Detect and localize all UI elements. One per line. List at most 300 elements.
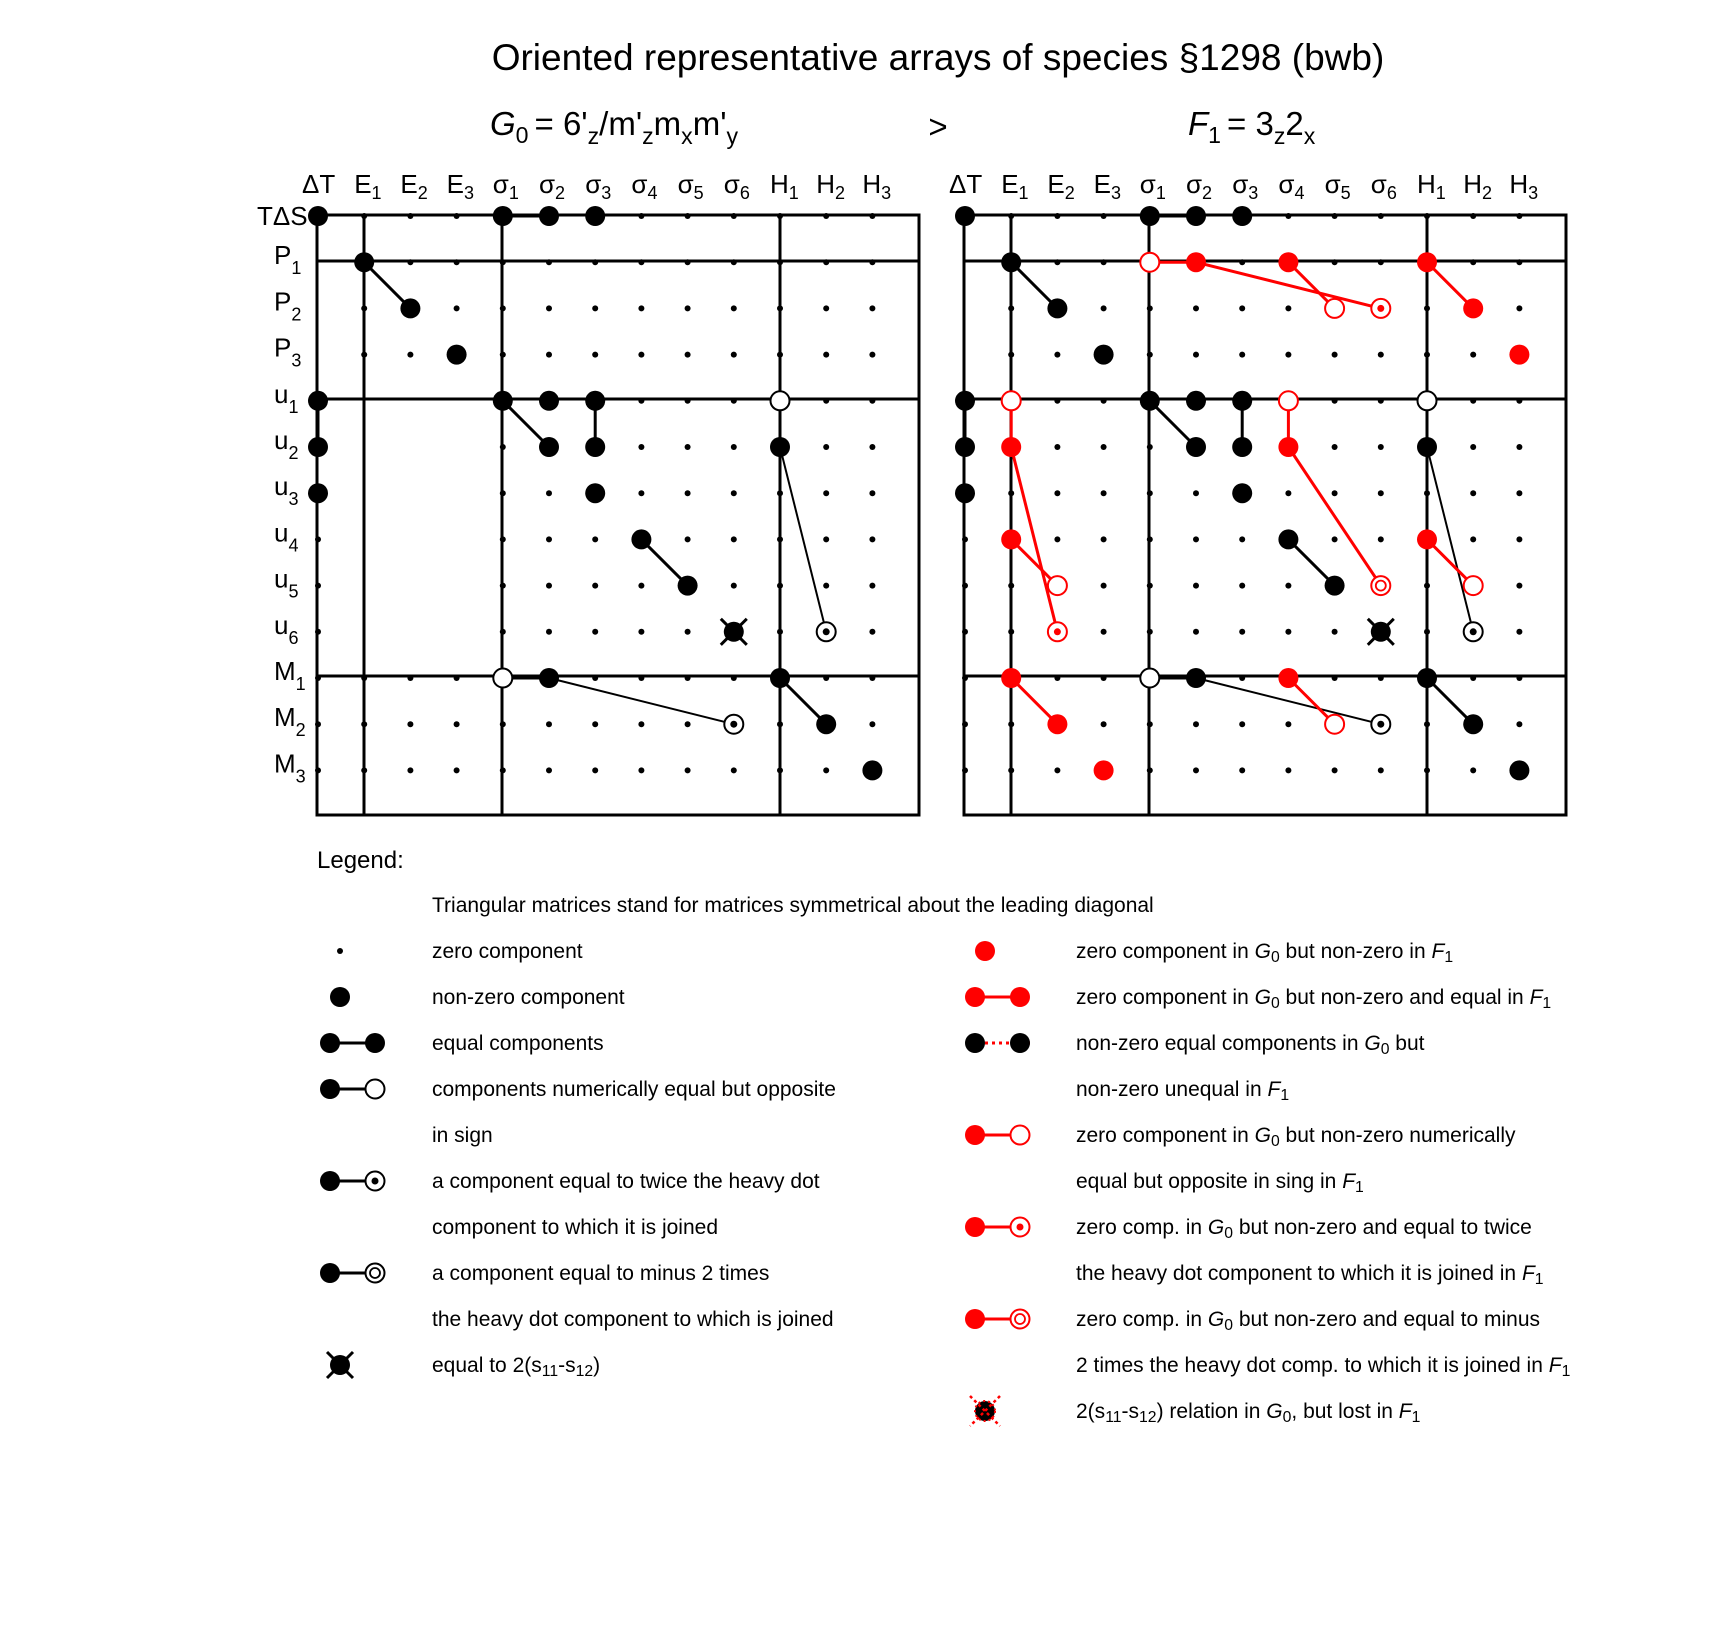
zero-component-dot (454, 259, 460, 265)
column-header-subscript: 3 (601, 183, 612, 204)
text-run: zero component in (1076, 986, 1255, 1009)
text-run: non-zero equal components in (1076, 1032, 1365, 1055)
zero-component-dot (685, 536, 691, 542)
zero-component-dot (361, 352, 367, 358)
zero-component-dot (361, 213, 367, 219)
text-run: but non-zero and equal to twice (1233, 1216, 1532, 1239)
column-header-subscript: 3 (463, 183, 474, 204)
zero-component-dot (592, 767, 598, 773)
nonzero-component-dot (1001, 668, 1021, 688)
zero-component-dot (823, 490, 829, 496)
zero-component-dot (546, 629, 552, 635)
nonzero-component-dot (493, 206, 513, 226)
column-header-base: σ (631, 169, 648, 199)
zero-component-dot (1008, 629, 1014, 635)
text-run: 2 times the heavy dot comp. to which it is joined in (1076, 1354, 1549, 1377)
text-run: but non-zero in (1279, 940, 1432, 963)
zero-component-dot (638, 629, 644, 635)
zero-component-dot (1054, 675, 1060, 681)
zero-component-dot (315, 767, 321, 773)
zero-component-dot (685, 721, 691, 727)
zero-component-dot (500, 536, 506, 542)
text-run: G (1364, 1032, 1381, 1055)
svg-text:components numerically equal b (432, 1078, 836, 1101)
zero-component-dot (869, 675, 875, 681)
column-header-subscript: 2 (1202, 183, 1213, 204)
nonzero-component-dot (955, 437, 975, 457)
column-header-subscript: 2 (1481, 183, 1492, 204)
column-header-base: E (1001, 169, 1019, 199)
svg-text:component to which it is joine (432, 1216, 718, 1239)
svg-text:zero component in G0 but non-z (1076, 1124, 1516, 1150)
legend-item-lost-cross (970, 1396, 1420, 1426)
nonzero-component-dot (1325, 576, 1345, 596)
column-header-subscript: 5 (693, 183, 704, 204)
group-text: 2 (1285, 105, 1304, 142)
svg-text:zero comp. in G0 but non-zero (1076, 1308, 1540, 1334)
group-text: m' (692, 105, 727, 142)
zero-component-dot (1101, 583, 1107, 589)
cross-marked-dot (1368, 619, 1394, 645)
legend-item-pair-equal (320, 1032, 604, 1055)
zero-component-dot (1378, 352, 1384, 358)
zero-component-dot (731, 259, 737, 265)
zero-component-dot (1285, 490, 1291, 496)
nonzero-component-dot (585, 437, 605, 457)
nonzero-component-dot (493, 391, 513, 411)
text-run: a component equal to twice the heavy dot (432, 1170, 820, 1193)
column-header (539, 169, 565, 203)
zero-component-dot (1332, 444, 1338, 450)
zero-component-dot (962, 583, 968, 589)
text-run: G (1254, 986, 1271, 1009)
zero-component-dot (638, 398, 644, 404)
cross-marked-dot (721, 619, 747, 645)
row-label (274, 748, 306, 786)
subgroup-array (949, 169, 1566, 815)
nonzero-component-dot (1232, 437, 1252, 457)
twice-component-circle (1048, 622, 1067, 641)
zero-component-dot (1378, 444, 1384, 450)
zero-component-dot (1516, 398, 1522, 404)
zero-component-dot (1285, 629, 1291, 635)
zero-component-dot (1147, 305, 1153, 311)
zero-component-dot (1285, 721, 1291, 727)
svg-text:non-zero component (432, 986, 625, 1009)
column-header-base: σ (492, 169, 509, 199)
zero-component-dot (1424, 767, 1430, 773)
row-label (274, 517, 298, 555)
row-label (274, 564, 298, 602)
text-run: but non-zero and equal to minus (1233, 1308, 1541, 1331)
text-run: F (1548, 1354, 1562, 1377)
column-header (770, 169, 799, 203)
twice-component-circle (1371, 299, 1390, 318)
svg-text:zero comp. in G0 but non-zero (1076, 1216, 1532, 1242)
nonzero-component-dot (770, 668, 790, 688)
zero-component-dot (315, 629, 321, 635)
row-label-base: u (274, 609, 289, 640)
opposite-sign-circle (1418, 391, 1437, 410)
legend-symbol-lost-cross (970, 1396, 1000, 1426)
column-header-base: σ (585, 169, 602, 199)
zero-component-dot (315, 675, 321, 681)
nonzero-component-dot (1186, 391, 1206, 411)
zero-component-dot (1008, 305, 1014, 311)
nonzero-component-dot (631, 529, 651, 549)
zero-component-dot (500, 583, 506, 589)
zero-component-dot (592, 583, 598, 589)
legend-symbol-pair-minus2 (320, 1263, 385, 1283)
zero-component-dot (1516, 629, 1522, 635)
zero-component-dot (454, 767, 460, 773)
zero-component-dot (315, 536, 321, 542)
legend-item-pair-open (320, 1078, 836, 1147)
nonzero-component-dot (1509, 760, 1529, 780)
zero-component-dot (1239, 259, 1245, 265)
row-label-base: M (274, 748, 296, 779)
row-label-subscript: 4 (288, 535, 299, 556)
legend-item-cross (327, 1352, 600, 1380)
zero-component-dot (546, 490, 552, 496)
nonzero-component-dot (770, 437, 790, 457)
subgroup-label (1188, 105, 1316, 149)
zero-component-dot (1193, 352, 1199, 358)
zero-component-dot (1239, 629, 1245, 635)
column-header-subscript: 2 (417, 183, 428, 204)
legend-item-red-pair-equal (965, 986, 1551, 1012)
zero-component-dot (1285, 305, 1291, 311)
zero-component-dot (1008, 767, 1014, 773)
zero-component-dot (869, 721, 875, 727)
opposite-sign-circle (1048, 576, 1067, 595)
zero-component-dot (962, 721, 968, 727)
zero-component-dot (1424, 305, 1430, 311)
text-run: F (1431, 940, 1445, 963)
zero-component-dot (1101, 213, 1107, 219)
nonzero-component-dot (320, 1263, 340, 1283)
group-subscript: z (1273, 123, 1286, 150)
zero-component-dot (1470, 213, 1476, 219)
svg-text:zero component (432, 940, 583, 963)
nonzero-component-dot (1278, 252, 1298, 272)
zero-component-dot (361, 675, 367, 681)
column-header (493, 169, 519, 203)
column-header (1094, 169, 1121, 203)
zero-component-dot (685, 398, 691, 404)
zero-component-dot (1424, 213, 1430, 219)
row-label (274, 471, 298, 509)
nonzero-component-dot (965, 1125, 985, 1145)
row-label-base: P (274, 240, 292, 271)
row-label (274, 610, 298, 648)
text-run: a component equal to minus 2 times (432, 1262, 770, 1285)
twice-component-circle (724, 715, 743, 734)
column-header-base: σ (1370, 169, 1387, 199)
group-subscript: x (681, 123, 693, 150)
svg-text:2 times the heavy dot comp. to (1076, 1354, 1570, 1380)
zero-component-dot (638, 305, 644, 311)
zero-component-dot (1147, 629, 1153, 635)
nonzero-component-dot (539, 668, 559, 688)
nonzero-component-dot (539, 391, 559, 411)
zero-component-dot (1332, 490, 1338, 496)
row-label-subscript: 3 (295, 766, 306, 787)
legend-item-dotted-pair (965, 1032, 1425, 1104)
zero-component-dot (454, 675, 460, 681)
svg-text:equal components (432, 1032, 604, 1055)
zero-component-dot (1332, 629, 1338, 635)
text-run: , but lost in (1291, 1400, 1399, 1423)
zero-component-dot (592, 536, 598, 542)
zero-component-dot (1147, 352, 1153, 358)
zero-component-dot (869, 536, 875, 542)
nonzero-component-dot (400, 298, 420, 318)
zero-component-dot (638, 352, 644, 358)
text-run: the heavy dot component to which is joined (432, 1308, 834, 1331)
zero-component-dot (1239, 675, 1245, 681)
zero-component-dot (731, 767, 737, 773)
text-run: G (1266, 1400, 1283, 1423)
text-run: non-zero unequal in (1076, 1078, 1268, 1101)
text-run: F (1529, 986, 1543, 1009)
column-header-base: ΔT (302, 169, 336, 199)
zero-component-dot (546, 721, 552, 727)
zero-component-dot (546, 536, 552, 542)
subscript: 12 (575, 1363, 594, 1381)
svg-text:zero component in G0 but non-z (1076, 986, 1551, 1012)
minus-two-component-circle (1011, 1310, 1030, 1329)
zero-component-dot (1101, 629, 1107, 635)
zero-component-dot (1516, 305, 1522, 311)
row-label-subscript: 1 (291, 258, 302, 279)
zero-component-dot (500, 352, 506, 358)
column-header-subscript: 4 (1294, 183, 1305, 204)
opposite-sign-circle (493, 669, 512, 688)
group-subscript: x (1303, 123, 1316, 150)
column-header-base: H (1417, 169, 1436, 199)
column-header (585, 169, 611, 203)
legend-symbol-red-dot (975, 941, 995, 961)
zero-component-dot (777, 213, 783, 219)
column-header-subscript: 4 (647, 183, 658, 204)
column-header (816, 169, 845, 203)
zero-component-dot (777, 583, 783, 589)
zero-component-dot (685, 767, 691, 773)
nonzero-component-dot (1278, 668, 1298, 688)
zero-component-dot (546, 583, 552, 589)
zero-component-dot (1424, 721, 1430, 727)
zero-component-dot (1239, 305, 1245, 311)
nonzero-component-dot (955, 206, 975, 226)
svg-text:zero component in G0 but non-z (1076, 940, 1453, 966)
group-text: m (653, 105, 682, 142)
row-label (274, 240, 301, 278)
zero-component-dot (823, 444, 829, 450)
nonzero-component-dot (1001, 529, 1021, 549)
zero-component-dot (777, 305, 783, 311)
zero-component-dot (1285, 352, 1291, 358)
opposite-sign-circle (1325, 299, 1344, 318)
zero-component-dot (407, 352, 413, 358)
column-header (400, 169, 427, 203)
row-label-subscript: 2 (291, 304, 302, 325)
zero-component-dot (1332, 259, 1338, 265)
legend-symbol-red-pair-minus2 (965, 1309, 1030, 1329)
legend-symbol-dot (330, 987, 350, 1007)
zero-component-dot (500, 490, 506, 496)
zero-component-dot (869, 444, 875, 450)
column-header (1463, 169, 1492, 203)
zero-component-dot (777, 352, 783, 358)
zero-component-dot (1516, 259, 1522, 265)
zero-component-dot (962, 536, 968, 542)
zero-component-dot (823, 213, 829, 219)
column-header-base: σ (1186, 169, 1203, 199)
zero-component-dot (454, 213, 460, 219)
nonzero-component-dot (585, 391, 605, 411)
svg-text:the heavy dot component to whi (432, 1308, 834, 1331)
zero-component-dot (1378, 536, 1384, 542)
legend-item-red-dot (975, 940, 1453, 966)
zero-component-dot (1054, 444, 1060, 450)
group-text: = 6' (534, 105, 588, 142)
zero-component-dot (1008, 352, 1014, 358)
row-label-subscript: 5 (288, 581, 299, 602)
subscript: 1 (1444, 949, 1454, 967)
column-header (1371, 169, 1397, 203)
column-header (354, 169, 381, 203)
zero-component-dot (1516, 536, 1522, 542)
nonzero-component-dot (965, 1217, 985, 1237)
text-run: zero comp. in (1076, 1216, 1208, 1239)
column-header-base: H (770, 169, 789, 199)
zero-component-dot (361, 767, 367, 773)
zero-component-dot (731, 352, 737, 358)
zero-component-dot (685, 352, 691, 358)
nonzero-component-dot (1186, 206, 1206, 226)
zero-component-dot (1239, 352, 1245, 358)
text-run: equal to 2(s (432, 1354, 542, 1377)
subscript: 1 (1280, 1087, 1290, 1105)
zero-component-dot (1470, 259, 1476, 265)
subscript: 0 (1270, 949, 1280, 967)
row-label-base: u (274, 563, 289, 594)
legend-note: Triangular matrices stand for matrices symmetrical about the leading diagonal (432, 894, 1154, 917)
group-symbol: G (490, 105, 516, 142)
zero-component-dot (777, 259, 783, 265)
opposite-sign-circle (1279, 391, 1298, 410)
nonzero-component-dot (1186, 437, 1206, 457)
nonzero-component-dot (330, 987, 350, 1007)
nonzero-component-dot (1232, 206, 1252, 226)
column-header (1509, 169, 1538, 203)
row-label (257, 201, 308, 231)
nonzero-component-dot (1094, 760, 1114, 780)
zero-component-dot (685, 259, 691, 265)
text-run: G (1207, 1308, 1225, 1331)
column-header (631, 169, 657, 203)
nonzero-component-dot (1509, 345, 1529, 365)
subscript: 0 (1380, 1041, 1390, 1059)
parent-group-array (257, 169, 919, 815)
column-header (447, 169, 474, 203)
nonzero-component-dot (1010, 1033, 1030, 1053)
column-header (302, 169, 335, 199)
column-header-base: σ (677, 169, 694, 199)
zero-component-dot (823, 536, 829, 542)
zero-component-dot (592, 352, 598, 358)
zero-component-dot (1147, 536, 1153, 542)
opposite-sign-circle (1011, 1126, 1030, 1145)
twice-component-circle (366, 1172, 385, 1191)
nonzero-component-dot (1232, 483, 1252, 503)
twice-component-circle (1371, 715, 1390, 734)
nonzero-component-dot (320, 1171, 340, 1191)
zero-component-dot (500, 444, 506, 450)
row-label-subscript: 6 (288, 627, 299, 648)
nonzero-component-dot (1278, 437, 1298, 457)
column-header-subscript: 2 (834, 183, 845, 204)
row-label (274, 425, 298, 463)
zero-component-dot (1470, 444, 1476, 450)
zero-component-dot (869, 305, 875, 311)
row-label-subscript: 3 (291, 350, 302, 371)
zero-component-dot (454, 721, 460, 727)
diagram-title: Oriented representative arrays of species §1298 (bwb) (491, 37, 1385, 78)
zero-component-dot (546, 767, 552, 773)
column-header (1325, 169, 1351, 203)
zero-component-dot (962, 767, 968, 773)
zero-component-dot (1147, 721, 1153, 727)
row-label-subscript: 2 (288, 442, 299, 463)
row-label (274, 379, 298, 417)
zero-component-dot (869, 398, 875, 404)
column-header-subscript: 3 (1248, 183, 1259, 204)
zero-component-dot (638, 721, 644, 727)
text-run: ) (593, 1354, 601, 1377)
zero-component-dot (1516, 675, 1522, 681)
subscript: 0 (1270, 995, 1280, 1013)
nonzero-component-dot (308, 437, 328, 457)
opposite-sign-circle (1464, 576, 1483, 595)
row-label-subscript: 2 (295, 720, 306, 741)
nonzero-component-dot (539, 206, 559, 226)
group-subscript: y (726, 123, 739, 150)
nonzero-component-dot (862, 760, 882, 780)
zero-component-dot (1378, 398, 1384, 404)
row-label-base: u (274, 517, 289, 548)
row-label-base: M (274, 656, 296, 686)
column-header-base: H (1463, 169, 1482, 199)
zero-component-dot (823, 675, 829, 681)
subscript: 1 (1561, 1363, 1571, 1381)
text-run: but non-zero and equal in (1279, 986, 1530, 1009)
cross-marked-dot (327, 1352, 353, 1378)
text-run: in sign (432, 1124, 493, 1147)
legend-symbol-cross (327, 1352, 353, 1378)
text-run: F (1267, 1078, 1281, 1101)
zero-component-dot (962, 629, 968, 635)
zero-component-dot (1470, 398, 1476, 404)
zero-component-dot (1193, 536, 1199, 542)
zero-component-dot (731, 305, 737, 311)
text-run: F (1342, 1170, 1356, 1193)
legend-symbol-pair-equal (320, 1033, 385, 1053)
nonzero-component-dot (308, 483, 328, 503)
group-text: = 3 (1227, 105, 1274, 142)
zero-component-dot (1054, 767, 1060, 773)
